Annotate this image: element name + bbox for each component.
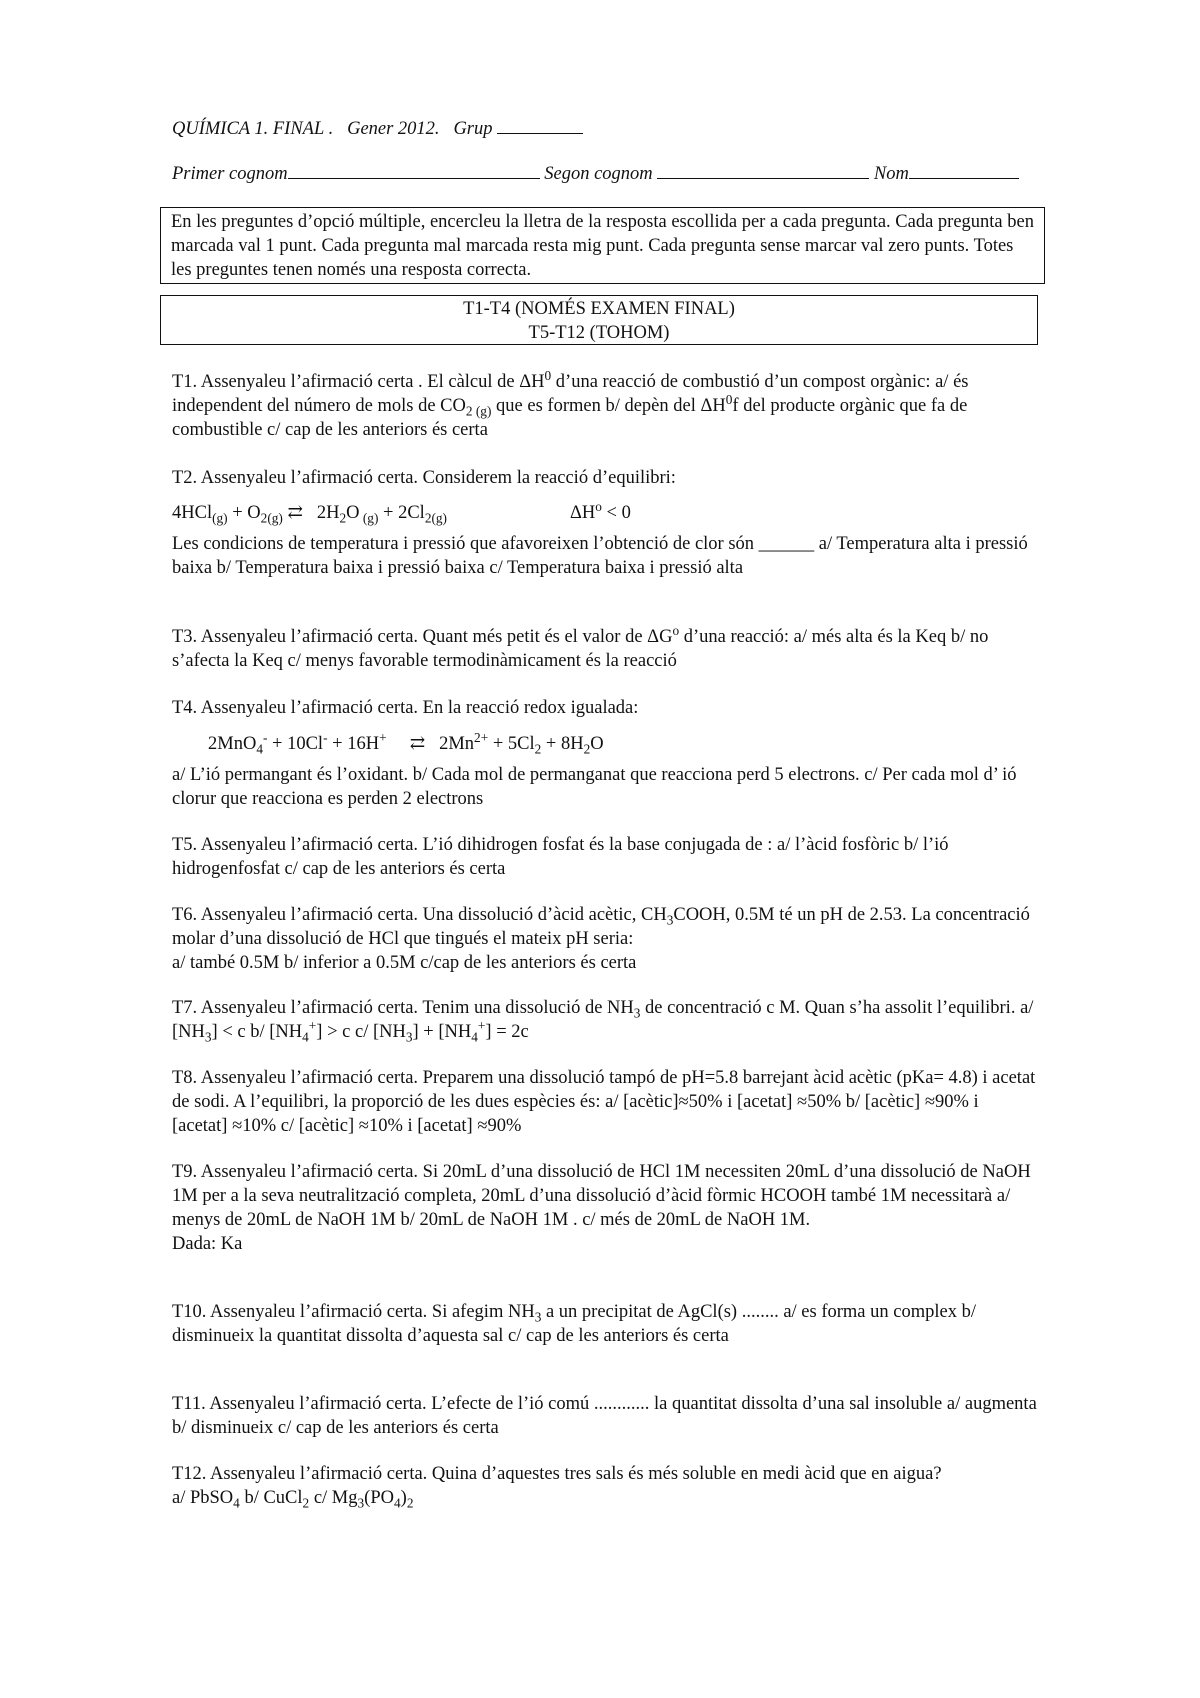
t2-enthalpy: [570, 498, 631, 525]
t4-eq-part: + 16H: [327, 734, 380, 754]
question-t4-intro: T4. Assenyaleu l’afirmació certa. En la reacció redox igualada:: [172, 698, 639, 718]
t4-eq-part: 2Mn: [439, 734, 475, 754]
t2-dh-sup: o: [595, 498, 602, 514]
t6-sub: 3: [666, 912, 674, 928]
t12-sub: 2: [406, 1495, 414, 1511]
t9-text: T9. Assenyaleu l’afirmació certa. Si 20mL d’una dissolució de HCl 1M necessiten 20mL d’una dissolució de NaOH 1M per a la seva neutralització completa, 20mL d’una dissolució d’àcid fòrmic HCOOH també 1M necessitarà a/ menys de 20mL de NaOH 1M b/ 20mL de NaOH 1M . c/ més de 20mL de NaOH 1M.: [172, 1162, 1031, 1231]
t2-eq-part: + O: [227, 503, 261, 523]
t10-text: a un precipitat de AgCl(s) ........ a/ es forma un complex b/ disminueix la quantitat dissolta d’aquesta sal c/ cap de les anteriors és certa: [172, 1302, 976, 1347]
t7-text: ] + [NH: [412, 1022, 472, 1043]
scope-box: [160, 295, 1038, 345]
t12-sub: 3: [357, 1495, 365, 1511]
question-t9: [172, 1160, 1037, 1256]
t10-text: T10. Assenyaleu l’afirmació certa. Si afegim NH: [172, 1302, 535, 1322]
exam-date: Gener 2012.: [347, 119, 440, 139]
scope-line-2: T5-T12 (TOHOM): [528, 323, 670, 344]
instructions-text: En les preguntes d’opció múltiple, encercleu la lletra de la resposta escollida per a cada pregunta. Cada pregunta ben marcada val 1 punt. Cada pregunta mal marcada resta mig punt. Cada pregunta sense marcar val zero punts. Totes les preguntes tenen només una resposta correcta.: [171, 212, 1034, 281]
t3-text: d’una reacció: a/ més alta és la Keq b/ no s’afecta la Keq c/ menys favorable termodinàmicament és la reacció: [172, 627, 989, 672]
t7-text: ] = 2c: [485, 1022, 529, 1043]
t7-sub: 3: [405, 1029, 413, 1045]
t2-eq-part: 2H: [316, 503, 340, 523]
question-t10: [172, 1300, 1037, 1348]
surname2-field[interactable]: [657, 162, 869, 179]
t2-eq-sub: 2(g): [260, 510, 283, 526]
instructions-box: [160, 207, 1045, 284]
t1-sup: 0: [544, 367, 552, 383]
name-fields-line: [172, 162, 1019, 186]
t4-eq-part: + 10Cl: [267, 734, 324, 754]
group-label: Grup: [453, 119, 493, 139]
question-t2-text: Les condicions de temperatura i pressió que afavoreixen l’obtenció de clor són ______ a/ Temperatura alta i pressió baixa b/ Temperatura baixa i pressió baixa c/ Temperatura baixa i pressió alta: [172, 534, 1028, 579]
question-t12: [172, 1462, 1037, 1510]
t4-eq-sup: -: [262, 729, 268, 745]
t2-eq-sub: (g): [212, 510, 228, 526]
t4-eq-sup: +: [379, 729, 387, 745]
t12-text: b/ CuCl: [239, 1488, 303, 1509]
t7-sub: 4: [302, 1029, 309, 1045]
name-label: Nom: [873, 164, 909, 184]
name-field[interactable]: [909, 162, 1019, 179]
question-t1: [172, 367, 1037, 442]
t1-text: f del producte orgànic que fa de combustible c/ cap de les anteriors és certa: [172, 396, 968, 441]
t7-text: T7. Assenyaleu l’afirmació certa. Tenim una dissolució de NH: [172, 998, 634, 1018]
t3-text: T3. Assenyaleu l’afirmació certa. Quant més petit és el valor de ΔG: [172, 627, 673, 647]
surname2-label: Segon cognom: [544, 164, 653, 184]
question-t8: T8. Assenyaleu l’afirmació certa. Preparem una dissolució tampó de pH=5.8 barrejant àcid acètic (pKa= 4.8) i acetat de sodi. A l’equilibri, la proporció de les dues espècies és: a/ [acètic]≈50% i [acetat] ≈50% b/ [acètic] ≈90% i [acetat] ≈10% c/ [acètic] ≈10% i [acetat] ≈90%: [172, 1068, 1036, 1137]
t2-eq-arrow: ⇄: [287, 503, 303, 523]
question-t2-intro: T2. Assenyaleu l’afirmació certa. Considerem la reacció d’equilibri:: [172, 468, 676, 488]
t12-text: a/ PbSO: [172, 1488, 234, 1509]
surname1-label: Primer cognom: [172, 164, 288, 184]
group-field[interactable]: [497, 117, 583, 134]
t4-eq-part: O: [590, 734, 604, 754]
t7-text: de concentració c M. Quan s’ha assolit l’equilibri. a/ [NH: [172, 998, 1034, 1043]
t12-sub: 2: [302, 1495, 310, 1511]
t4-eq-sup: 2+: [474, 729, 489, 745]
t2-dh: ΔH: [570, 503, 596, 523]
t6-text: COOH, 0.5M té un pH de 2.53. La concentració molar d’una dissolució de HCl que tingués el mateix pH seria:: [172, 905, 1030, 950]
t2-eq-part: O: [346, 503, 360, 523]
t1-text: T1. Assenyaleu l’afirmació certa . El càlcul de ΔH: [172, 372, 545, 392]
t6-text: T6. Assenyaleu l’afirmació certa. Una dissolució d’àcid acètic, CH: [172, 905, 667, 925]
t1-sup: 0: [725, 391, 733, 407]
t4-eq-part: 2MnO: [208, 734, 257, 754]
t6-options: a/ també 0.5M b/ inferior a 0.5M c/cap de les anteriors és certa: [172, 953, 637, 974]
t7-sub: 3: [204, 1029, 212, 1045]
t1-text: d’una reacció de combustió d’un compost orgànic: a/ és independent del número de mols de CO: [172, 372, 969, 417]
t2-eq-part: 4HCl: [172, 503, 213, 523]
t2-eq-sub: 2(g): [424, 510, 447, 526]
t2-equation: [172, 501, 447, 525]
t2-dh-val: < 0: [601, 503, 631, 523]
t4-eq-sub: 4: [256, 741, 263, 757]
scope-line-1: T1-T4 (NOMÉS EXAMEN FINAL): [463, 299, 735, 319]
t7-sub: 4: [471, 1029, 478, 1045]
question-t7: [172, 996, 1037, 1044]
t4-eq-sub: 2: [534, 741, 542, 757]
t4-equation: [208, 729, 604, 757]
t10-sub: 3: [534, 1309, 542, 1325]
question-t11: T11. Assenyaleu l’afirmació certa. L’efecte de l’ió comú ............ la quantitat dissolta d’una sal insoluble a/ augmenta b/ disminueix c/ cap de les anteriors és certa: [172, 1394, 1037, 1439]
question-t4-text: a/ L’ió permangant és l’oxidant. b/ Cada mol de permanganat que reacciona perd 5 electrons. c/ Per cada mol d’ ió clorur que reacciona es perden 2 electrons: [172, 765, 1017, 810]
question-t5: T5. Assenyaleu l’afirmació certa. L’ió dihidrogen fosfat és la base conjugada de : a/ l’àcid fosfòric b/ l’ió hidrogenfosfat c/ cap de les anteriors és certa: [172, 835, 949, 880]
t4-eq-part: + 5Cl: [488, 734, 535, 754]
t7-text: ] > c c/ [NH: [316, 1022, 406, 1043]
t12-text: (PO: [364, 1488, 394, 1509]
exam-title: QUÍMICA 1. FINAL .: [172, 119, 334, 139]
t12-intro: T12. Assenyaleu l’afirmació certa. Quina d’aquestes tres sals és més soluble en medi àcid que en aigua?: [172, 1464, 942, 1484]
t12-sub: 4: [233, 1495, 240, 1511]
t1-sub: 2 (g): [465, 403, 492, 419]
t3-sup: o: [672, 622, 680, 638]
t7-sup: +: [477, 1017, 486, 1033]
t2-eq-part: + 2Cl: [378, 503, 425, 523]
t4-eq-part: + 8H: [541, 734, 584, 754]
t12-text: c/ Mg: [309, 1488, 358, 1509]
surname1-field[interactable]: [288, 162, 540, 179]
t9-extra: Dada: Ka: [172, 1234, 243, 1255]
t12-text: ): [400, 1488, 407, 1509]
question-t3: [172, 622, 1037, 673]
question-t6: [172, 903, 1037, 975]
t1-text: que es formen b/ depèn del ΔH: [491, 396, 726, 417]
t2-eq-sub: 2: [339, 510, 347, 526]
t7-text: ] < c b/ [NH: [211, 1022, 303, 1043]
t4-eq-sub: 2: [583, 741, 591, 757]
t2-eq-sub: (g): [359, 510, 379, 526]
t4-eq-arrow: ⇄: [409, 734, 426, 754]
t12-sub: 4: [393, 1495, 401, 1511]
t7-sup: +: [308, 1017, 317, 1033]
t7-sub: 3: [633, 1005, 641, 1021]
t4-eq-sup: -: [323, 729, 328, 745]
exam-title-line: [172, 117, 583, 141]
